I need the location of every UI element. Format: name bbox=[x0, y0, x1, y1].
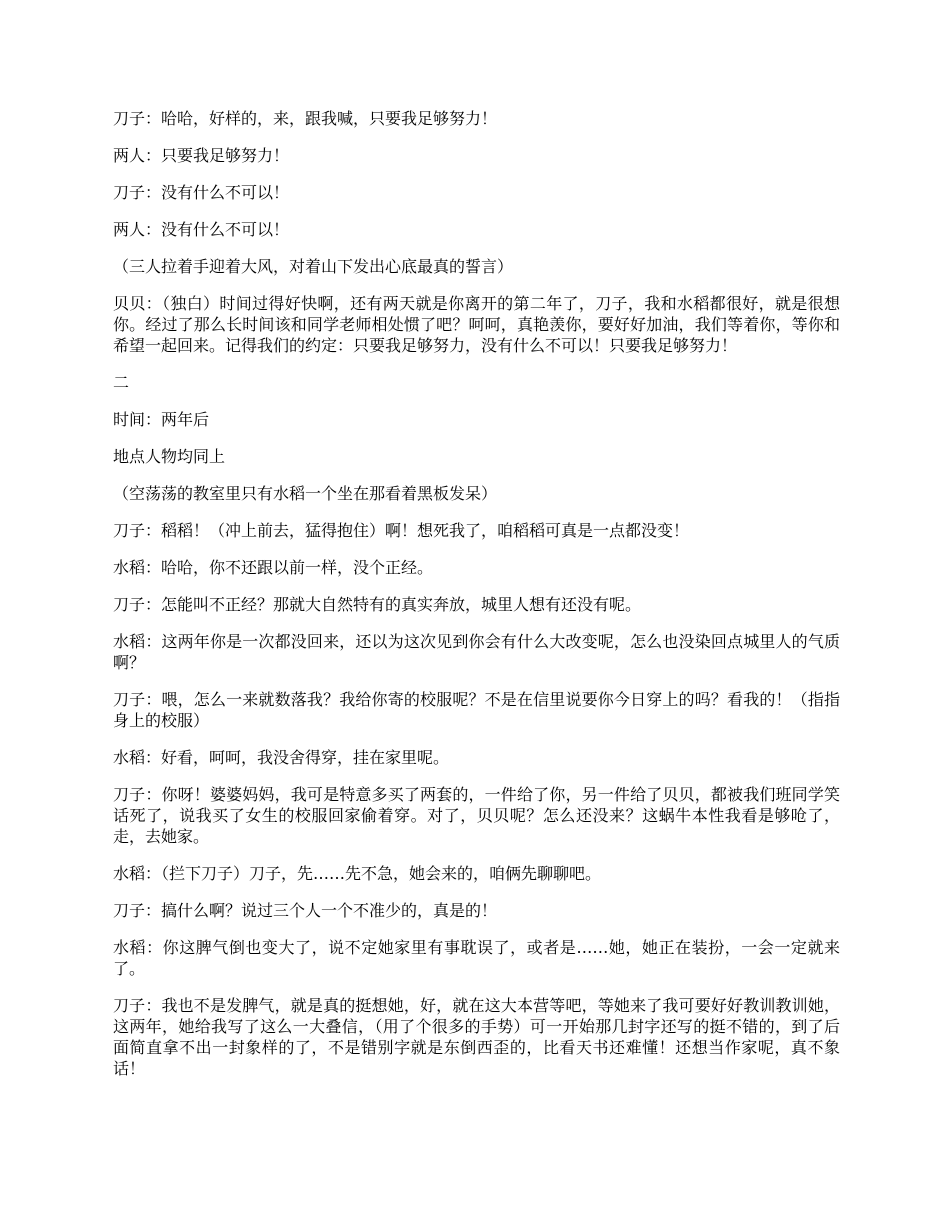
stage-direction: （空荡荡的教室里只有水稻一个坐在那看着黑板发呆） bbox=[113, 484, 498, 503]
dialogue-line: 刀子：我也不是发脾气，就是真的挺想她，好，就在这大本营等吧，等她来了我可要好好教训教训她，这两年，她给我写了这么一大叠信，（用了个很多的手势）可一开始那几封字还写的挺不错的，到了后面简直拿不出一封象样的了，不是错别字就是东倒西歪的，比看天书还难懂！还想当作家呢，真不象话！ bbox=[113, 996, 840, 1078]
stage-direction: （三人拉着手迎着大风，对着山下发出心底最真的誓言） bbox=[113, 257, 514, 276]
dialogue-line: 刀子：喂，怎么一来就数落我？我给你寄的校服呢？不是在信里说要你今日穿上的吗？看我的！（指指身上的校服） bbox=[113, 690, 840, 730]
dialogue-line: 水稻：哈哈，你不还跟以前一样，没个正经。 bbox=[113, 558, 434, 577]
dialogue-line: 刀子：搞什么啊？说过三个人一个不准少的，真是的！ bbox=[113, 901, 498, 920]
document-page bbox=[113, 108, 840, 1095]
dialogue-line: 刀子：没有什么不可以！ bbox=[113, 183, 290, 202]
dialogue-line: 刀子：你呀！婆婆妈妈，我可是特意多买了两套的，一件给了你，另一件给了贝贝，都被我们班同学笑话死了，说我买了女生的校服回家偷着穿。对了，贝贝呢？怎么还没来？这蜗牛本性我看是够呛了，走，去她家。 bbox=[113, 785, 840, 846]
dialogue-line: 刀子：怎能叫不正经？那就大自然特有的真实奔放，城里人想有还没有呢。 bbox=[113, 595, 642, 614]
dialogue-line: 刀子：稻稻！（冲上前去，猛得抱住）啊！想死我了，咱稻稻可真是一点都没变！ bbox=[113, 521, 690, 540]
dialogue-line: 水稻：这两年你是一次都没回来，还以为这次见到你会有什么大改变呢，怎么也没染回点城里人的气质啊？ bbox=[113, 632, 840, 672]
dialogue-line: 水稻：你这脾气倒也变大了，说不定她家里有事耽误了，或者是……她，她正在装扮，一会一定就来了。 bbox=[113, 938, 840, 978]
dialogue-line: 两人：只要我足够努力！ bbox=[113, 146, 290, 165]
dialogue-line: 水稻：好看，呵呵，我没舍得穿，挂在家里呢。 bbox=[113, 748, 450, 767]
dialogue-line: 两人：没有什么不可以！ bbox=[113, 220, 290, 239]
scene-setting: 地点人物均同上 bbox=[113, 447, 226, 466]
dialogue-line: 水稻：（拦下刀子）刀子，先……先不急，她会来的，咱俩先聊聊吧。 bbox=[113, 864, 602, 883]
scene-number: 二 bbox=[113, 373, 130, 392]
monologue: 贝贝：（独白）时间过得好快啊，还有两天就是你离开的第二年了，刀子，我和水稻都很好，就是很想你。经过了那么长时间该和同学老师相处惯了吧？呵呵，真艳羡你，要好好加油，我们等着你，等你和希望一起回来。记得我们的约定：只要我足够努力，没有什么不可以！只要我足够努力！ bbox=[113, 294, 840, 355]
scene-time: 时间：两年后 bbox=[113, 410, 210, 429]
dialogue-line: 刀子：哈哈，好样的，来，跟我喊，只要我足够努力！ bbox=[113, 109, 498, 128]
